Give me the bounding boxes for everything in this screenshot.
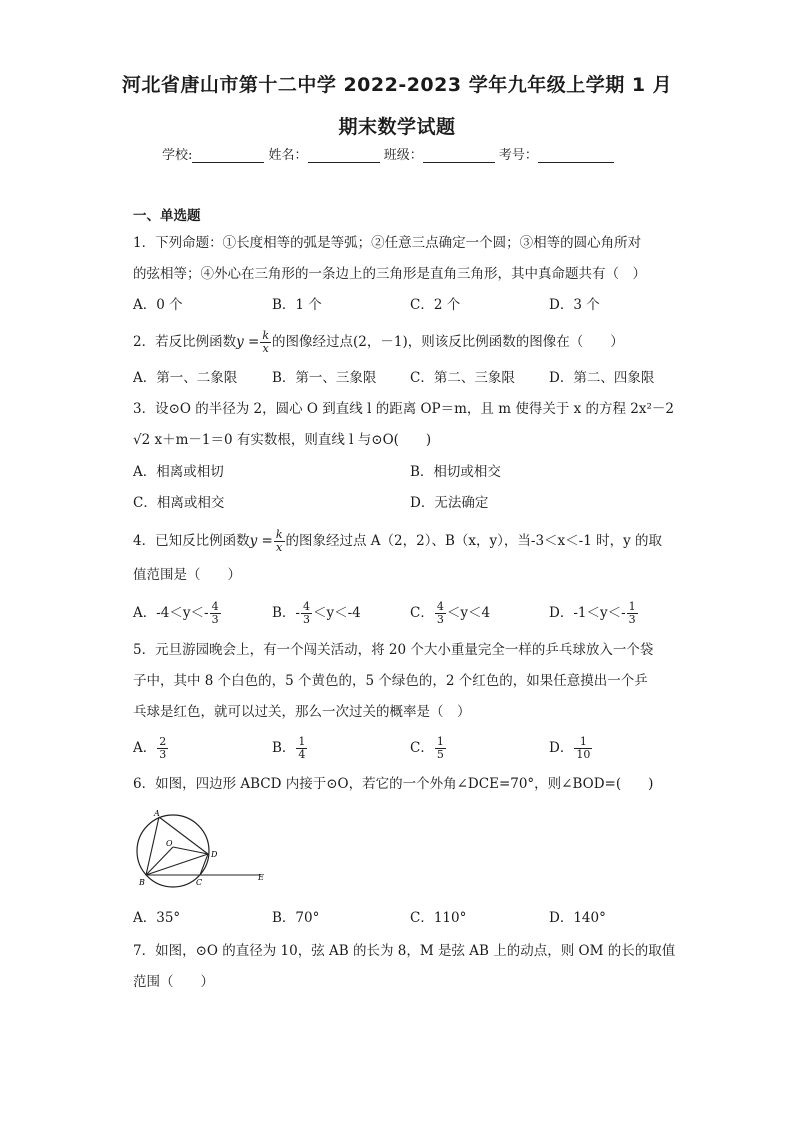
q4-d-text: D．-1＜y＜- xyxy=(549,605,626,621)
q2-frac-num: k xyxy=(262,329,269,342)
q5-c-den: 5 xyxy=(436,748,444,761)
q4-line1 xyxy=(133,529,662,554)
class-blank[interactable] xyxy=(423,148,495,163)
q5-b-num: 1 xyxy=(298,735,306,748)
q6-line-bd xyxy=(146,854,208,875)
q5-a-num: 2 xyxy=(159,735,167,748)
q5-d-num: 1 xyxy=(574,736,592,749)
q4-d-frac xyxy=(627,601,638,626)
q4-y: y = xyxy=(249,533,273,549)
q6-circle xyxy=(137,815,209,887)
q4-b-den: 3 xyxy=(302,613,310,626)
q1-option-c[interactable]: C．2 个 xyxy=(410,297,461,313)
q4-d-num: 1 xyxy=(628,600,636,613)
q5-option-d[interactable] xyxy=(549,736,593,761)
q2-fraction xyxy=(260,330,271,355)
q4-c-frac xyxy=(435,601,446,626)
q2-option-b[interactable]: B．第一、三象限 xyxy=(272,370,377,386)
q4-c-text: C． xyxy=(410,605,434,621)
q4-frac-num: k xyxy=(275,528,283,541)
q4-d-den: 3 xyxy=(628,613,636,626)
q3-option-c[interactable]: C．相离或相交 xyxy=(133,495,225,511)
student-info-line xyxy=(162,144,614,163)
q3-line2: √2 x＋m－1＝0 有实数根，则直线 l 与⊙O( ) xyxy=(133,432,432,448)
q6-label-b: B xyxy=(139,878,145,887)
q7-line1: 7．如图，⊙O 的直径为 10，弦 AB 的长为 8，M 是弦 AB 上的动点，则 OM 的长的取值 xyxy=(133,943,676,959)
q1-line2: 的弦相等；④外心在三角形的一条边上的三角形是直角三角形，其中真命题共有（ ） xyxy=(133,266,646,282)
section-title: 一、单选题 xyxy=(133,208,201,224)
q2-option-c[interactable]: C．第二、三象限 xyxy=(410,370,515,386)
q6-label-c: C xyxy=(196,878,203,887)
q4-option-b[interactable] xyxy=(272,601,361,626)
q4-a-frac xyxy=(210,601,221,626)
q5-d-den: 10 xyxy=(576,748,591,761)
page-title: 河北省唐山市第十二中学 2022-2023 学年九年级上学期 1 月 xyxy=(121,74,673,96)
name-label: 姓名： xyxy=(268,148,308,163)
number-blank[interactable] xyxy=(538,148,614,163)
q4-option-d[interactable] xyxy=(549,601,639,626)
q4-fraction xyxy=(274,529,285,554)
q4-frac-den: x xyxy=(276,541,283,554)
q2-y: y = xyxy=(236,334,260,350)
q2-frac-den: x xyxy=(262,342,269,355)
q5-option-a[interactable] xyxy=(133,736,169,761)
q4-prefix: 4．已知反比例函数 xyxy=(133,533,250,549)
q2-prefix: 2．若反比例函数 xyxy=(133,334,237,350)
q4-c-den: 3 xyxy=(436,613,444,626)
q5-option-c[interactable] xyxy=(410,736,447,761)
q4-a-text: A．-4＜y＜- xyxy=(133,605,209,621)
q5-c-frac xyxy=(435,736,446,761)
q1-option-b[interactable]: B．1 个 xyxy=(272,297,322,313)
q4-c-num: 4 xyxy=(436,600,444,613)
q7-line2: 范围（ ） xyxy=(133,974,214,990)
q3-option-d[interactable]: D．无法确定 xyxy=(410,495,489,511)
q5-b-den: 4 xyxy=(298,748,306,761)
q4-b-text2: ＜y＜-4 xyxy=(312,605,361,621)
q3-line1: 3．设⊙O 的半径为 2，圆心 O 到直线 l 的距离 OP＝m，且 m 使得关于 x 的方程 2x²－2 xyxy=(133,401,675,417)
school-label: 学校: xyxy=(162,148,193,163)
q5-option-b[interactable] xyxy=(272,736,308,761)
q2-option-a[interactable]: A．第一、二象限 xyxy=(133,370,238,386)
name-blank[interactable] xyxy=(308,148,380,163)
class-label: 班级： xyxy=(383,148,423,163)
page-subtitle: 期末数学试题 xyxy=(338,116,456,138)
q3-option-a[interactable]: A．相离或相切 xyxy=(133,464,224,480)
q6-label-d: D xyxy=(211,850,218,859)
q6-line1: 6．如图，四边形 ABCD 内接于⊙O，若它的一个外角∠DCE=70°，则∠BOD=( ) xyxy=(133,776,654,792)
q6-circle-figure xyxy=(130,808,270,890)
q5-a-label: A． xyxy=(133,740,157,756)
q5-line1: 5．元旦游园晚会上，有一个闯关活动，将 20 个大小重量完全一样的乒乓球放入一个袋 xyxy=(133,642,654,658)
q1-option-d[interactable]: D．3 个 xyxy=(549,297,600,313)
q6-option-c[interactable]: C．110° xyxy=(410,910,467,926)
q5-c-num: 1 xyxy=(436,735,444,748)
q3-option-b[interactable]: B．相切或相交 xyxy=(410,464,501,480)
q6-option-b[interactable]: B．70° xyxy=(272,910,320,926)
q4-a-num: 4 xyxy=(211,600,219,613)
q5-b-frac xyxy=(296,736,307,761)
q5-c-label: C． xyxy=(410,740,434,756)
q5-d-label: D． xyxy=(549,740,574,756)
q6-label-a: A xyxy=(154,809,160,818)
q6-label-o: O xyxy=(166,839,173,848)
q4-option-a[interactable] xyxy=(133,601,222,626)
q1-line1: 1．下列命题：①长度相等的弧是等弧；②任意三点确定一个圆；③相等的圆心角所对 xyxy=(133,235,642,251)
q6-option-d[interactable]: D．140° xyxy=(549,910,606,926)
q5-a-den: 3 xyxy=(159,748,167,761)
q4-a-den: 3 xyxy=(211,613,219,626)
q4-suffix: 的图象经过点 A（2，2）、B（x，y），当-3＜x＜-1 时，y 的取 xyxy=(285,533,663,549)
q4-option-c[interactable] xyxy=(410,601,490,626)
q5-line2: 子中，其中 8 个白色的，5 个黄色的，5 个绿色的，2 个红色的，如果任意摸出一个乒 xyxy=(133,673,648,689)
q2-option-d[interactable]: D．第二、四象限 xyxy=(549,370,655,386)
q2-suffix: 的图像经过点(2，－1)，则该反比例函数的图像在（ ） xyxy=(272,334,624,350)
q4-line2: 值范围是（ ） xyxy=(133,567,241,583)
q6-option-a[interactable]: A．35° xyxy=(133,910,181,926)
school-blank[interactable] xyxy=(192,148,264,163)
q4-c-text2: ＜y＜4 xyxy=(446,605,491,621)
q4-b-num: 4 xyxy=(302,600,310,613)
q6-label-e: E xyxy=(258,873,264,882)
q5-b-label: B． xyxy=(272,740,296,756)
q4-b-frac xyxy=(301,601,312,626)
q4-b-text: B．- xyxy=(272,605,300,621)
q5-d-frac xyxy=(574,736,592,761)
q5-line3: 乓球是红色，就可以过关，那么一次过关的概率是（ ） xyxy=(133,704,471,720)
q2-line1 xyxy=(133,330,624,355)
q5-a-frac xyxy=(157,736,168,761)
number-label: 考号： xyxy=(498,148,538,163)
q1-option-a[interactable]: A．0 个 xyxy=(133,297,183,313)
